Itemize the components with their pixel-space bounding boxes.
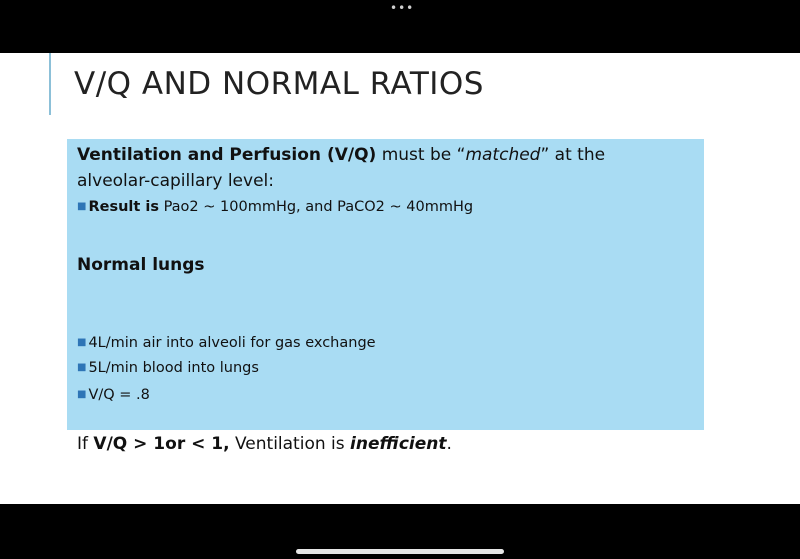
normal-lungs-heading: Normal lungs	[77, 255, 205, 275]
normal-item-text: 4L/min air into alveoli for gas exchange	[88, 335, 376, 351]
normal-item	[77, 358, 259, 380]
conclusion-bold: V/Q > 1or < 1,	[93, 434, 230, 454]
vq-definition-text-end: ” at the	[540, 145, 606, 165]
conclusion-line	[77, 433, 452, 455]
conclusion-suffix: .	[446, 434, 452, 454]
normal-item-text: 5L/min blood into lungs	[88, 360, 259, 376]
result-item	[77, 197, 473, 219]
normal-item	[77, 385, 150, 407]
normal-item-text: V/Q = .8	[88, 387, 150, 403]
title-accent-line	[49, 53, 51, 115]
result-label: Result is	[88, 199, 159, 215]
content-box	[67, 139, 704, 454]
more-options-icon[interactable]: •••	[390, 1, 415, 15]
bullet-icon: ■	[77, 201, 87, 212]
conclusion-middle: Ventilation is	[229, 434, 351, 454]
bullet-icon: ■	[77, 337, 87, 348]
vq-definition-italic: matched	[465, 145, 541, 165]
home-indicator[interactable]	[296, 549, 504, 554]
vq-definition-line	[77, 144, 605, 166]
bullet-icon: ■	[77, 362, 87, 373]
top-bar	[0, 0, 800, 53]
vq-definition-line-2: alveolar-capillary level:	[77, 171, 274, 191]
vq-definition-text: must be “	[376, 145, 466, 165]
bullet-icon: ■	[77, 389, 87, 400]
slide-title: V/Q AND NORMAL RATIOS	[74, 66, 484, 102]
vq-definition-bold: Ventilation and Perfusion (V/Q)	[77, 145, 377, 165]
result-text: Pao2 ~ 100mmHg, and PaCO2 ~ 40mmHg	[158, 199, 474, 215]
conclusion-emphasis: inefficient	[350, 434, 447, 454]
conclusion-prefix: If	[77, 434, 94, 454]
normal-item	[77, 333, 376, 355]
